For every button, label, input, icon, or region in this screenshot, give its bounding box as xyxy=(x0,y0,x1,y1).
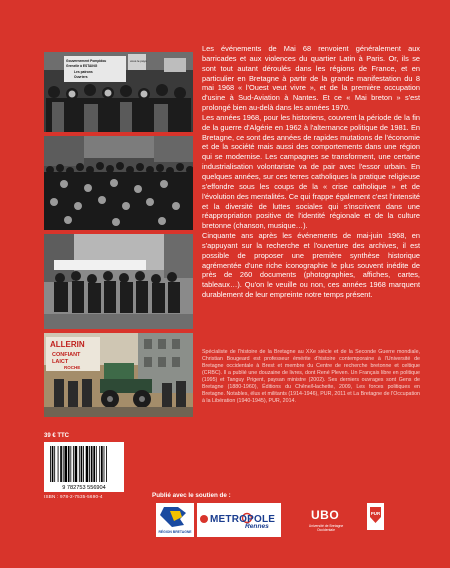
banner-text-2: CONFIANT xyxy=(52,352,81,358)
barcode-bar xyxy=(83,446,84,482)
barcode-bar xyxy=(86,446,89,482)
barcode-bar xyxy=(96,446,97,482)
barcode-bar xyxy=(93,446,95,482)
placard-text-4: Ouvriers xyxy=(74,75,88,79)
description-paragraph-3: Cinquante ans après les événements de mai-juin 1968, en s'appuyant sur la recherche et l'ouverture des archives, il est possible de proposer une première synthèse historique agrémentée d'une riche iconographie le plus souvent inédite de près de 260 documents (photographies, affiches, cartes, tableaux…). Qu'on le veuille ou non, ces années 1968 marquent durablement de leur empreinte notre temps présent. xyxy=(202,231,420,300)
barcode-bar xyxy=(50,446,51,482)
banner-text-1: ALLERIN xyxy=(50,340,85,349)
photo-crowd-march xyxy=(44,136,193,230)
barcode-bar xyxy=(91,446,93,482)
photo-demonstration-placards xyxy=(44,52,193,132)
barcode-bar xyxy=(68,446,70,482)
placard-text-2: Grenelle à ESTAING xyxy=(66,64,98,68)
rennes-label: Rennes xyxy=(245,523,269,530)
barcode-bar xyxy=(52,446,54,482)
barcode-bar xyxy=(73,446,74,482)
barcode-bar xyxy=(99,446,100,482)
barcode-digits: 9 782753 556904 xyxy=(62,485,106,491)
ubo-logo: UBO xyxy=(311,508,340,522)
support-label: Publié avec le soutien de : xyxy=(152,492,231,499)
barcode-bar xyxy=(63,446,64,482)
description-paragraph-2: Les années 1968, pour les historiens, couvrent la période de la fin de la guerre d'Algérie en 1962 à l'alternance politique de 1981. En Bretagne, ce sont des années de rapides mutations de l'économie et de la société mais aussi des comportements dans une région qui se modernise. Les campagnes se transforment, une certaine industrialisation volontariste va de pair avec l'essor urbain. En quelques années, sur ces terres catholiques la pratique religieuse s'effondre sous les coups de la « crise catholique » et de l'évolution des mentalités. Ce qui frappe également c'est l'intensité et la diversité de luttes sociales qui s'inscrivent dans une réappropriation positive de l'identité régionale et de la culture bretonne (chanson, musique…). xyxy=(202,112,420,231)
isbn-label: ISBN : 978-2-7535-5690-4 xyxy=(44,494,103,499)
barcode-bar xyxy=(106,446,107,482)
barcode-bar xyxy=(89,446,90,482)
barcode-bar xyxy=(64,446,67,482)
description-paragraph-1: Les événements de Mai 68 renvoient généralement aux barricades et aux violences du quartier Latin à Paris. Or, ils se sont tout autant déroulés dans les régions de France, et en particulier en Bretagne à partir de la grande manifestation du 8 mai 1968 « l'Ouest veut vivre », et de la première occupation d'usine à Sud-Aviation à Nantes. Et ce « Mai breton » s'est prolongé bien au-delà dans les années 1970. xyxy=(202,44,420,113)
pur-label: PUR xyxy=(370,511,381,516)
rennes-metropole-logo xyxy=(197,503,281,537)
metropole-label: METROPOLE xyxy=(210,514,276,525)
barcode-bar xyxy=(104,446,105,482)
placard-text-5: vous le pays xyxy=(130,59,147,63)
barcode xyxy=(44,442,124,492)
ubo-subtitle: Université de Bretagne Occidentale xyxy=(308,524,344,532)
region-bretagne-label: RÉGION BRETAGNE xyxy=(158,530,192,534)
photo-farmers-protest xyxy=(44,333,193,417)
barcode-bar xyxy=(79,446,80,482)
placard-text-1: Gouvernement Pompidou xyxy=(66,59,107,63)
placard-text-3: Les patrons xyxy=(74,70,93,74)
author-bio-text: Spécialiste de l'histoire de la Bretagne au XXe siècle et de la Seconde Guerre mondiale, Christian Bougeard est professeur émérite d'histoire contemporaine à l'Université de Bretagne occidentale à Brest et membre du Centre de recherche bretonne et celtique (CRBC). Il a publié une douzaine de livres, dont René Pleven. Un Français libre en politique (1995) et Tanguy Prigent, paysan ministre (2002). Ses derniers ouvrages sont Gens de Bretagne (1880-1960), Éditions du Chêne/Hachette, 2009, Les forces politiques en Bretagne. Notables, élus et militants (1914-1946), PUR, 2011 et La Bretagne de l'Occupation à la Libération (1940-1945), PUR, 2014. xyxy=(202,349,420,405)
region-bretagne-logo xyxy=(156,503,194,537)
author-bio xyxy=(202,349,420,405)
barcode-bar xyxy=(75,446,78,482)
barcode-bar xyxy=(101,446,103,482)
photo-street-march xyxy=(44,234,193,329)
barcode-bar xyxy=(58,446,59,482)
barcode-bar xyxy=(70,446,71,482)
barcode-bar xyxy=(81,446,83,482)
banner-text-3: LAICT xyxy=(52,359,69,365)
barcode-bar xyxy=(54,446,55,482)
barcode-bar xyxy=(60,446,62,482)
pur-logo xyxy=(367,503,384,530)
banner-text-4: ROCHE xyxy=(64,365,81,370)
price-label: 39 € TTC xyxy=(44,433,70,439)
back-cover-description xyxy=(202,44,420,300)
